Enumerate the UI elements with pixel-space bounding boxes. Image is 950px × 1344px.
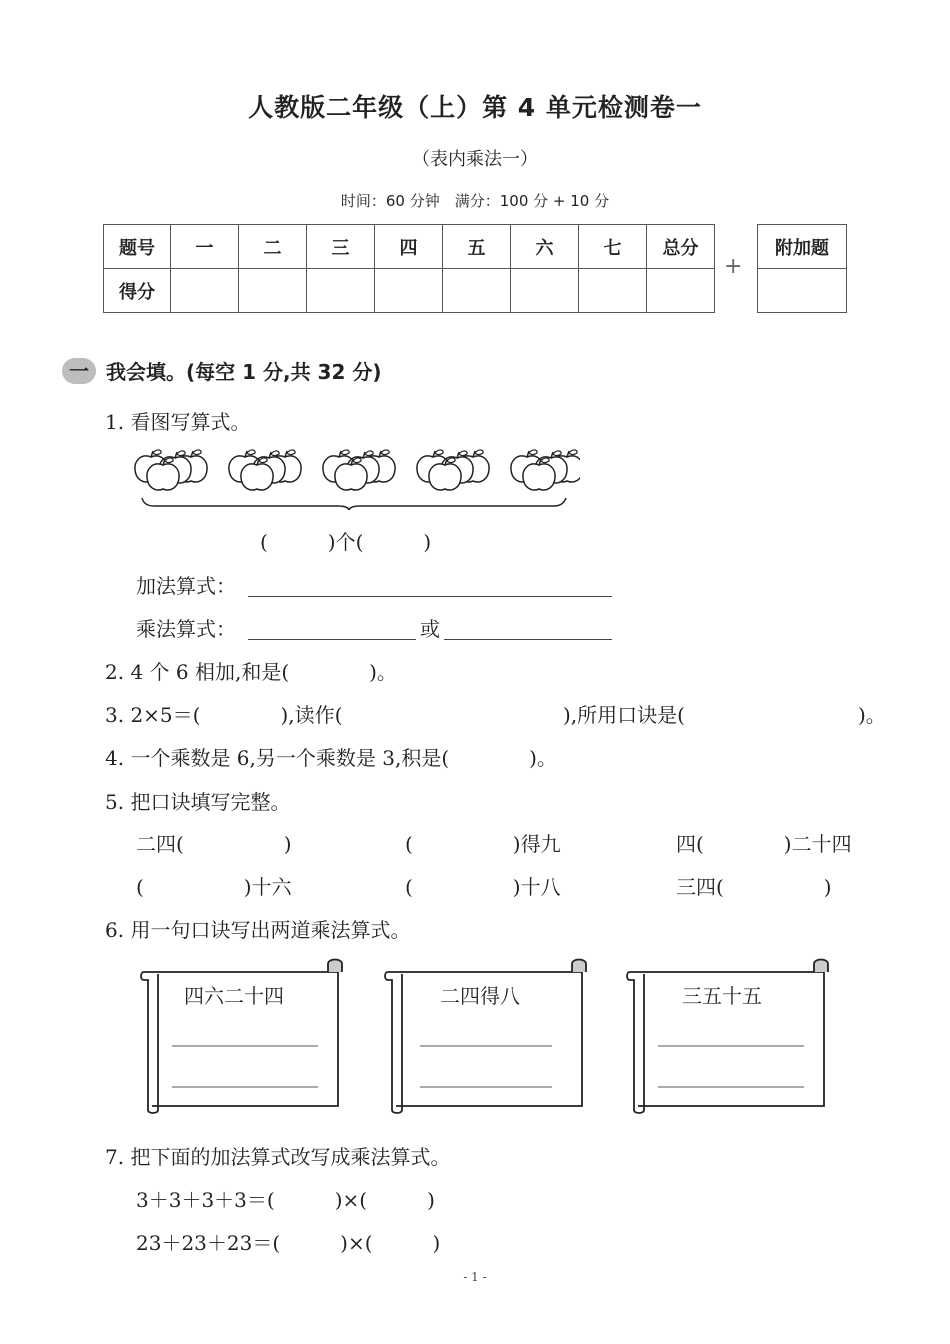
score-input-cell[interactable] — [307, 269, 375, 313]
score-cell: 四 — [375, 225, 443, 269]
score-input-cell[interactable] — [443, 269, 511, 313]
addition-label: 加法算式： — [136, 574, 236, 598]
apple-group — [417, 450, 489, 490]
page-subtitle: （表内乘法一） — [412, 149, 538, 170]
page-number: - 1 - — [463, 1270, 487, 1284]
section-badge: 一 — [62, 358, 96, 384]
addition-answer-line[interactable] — [248, 596, 612, 597]
question-5: 5. 把口诀填写完整。 — [105, 790, 291, 814]
score-cell: 题号 — [104, 225, 171, 269]
score-cell: 三 — [307, 225, 375, 269]
question-3-part3: )。 — [858, 703, 886, 727]
score-table-score-row — [104, 269, 715, 313]
score-table-header-row — [104, 225, 715, 269]
conversion-item[interactable]: 3＋3＋3＋3＝( )×( ) — [136, 1188, 435, 1212]
section-title: 我会填。(每空 1 分,共 32 分) — [106, 360, 382, 384]
rhyme-blank[interactable]: 四( )二十四 — [676, 832, 852, 856]
or-label: 或 — [420, 617, 440, 641]
score-input-cell[interactable] — [239, 269, 307, 313]
rhyme-blank[interactable]: ( )得九 — [405, 832, 561, 856]
apple-group — [511, 450, 580, 490]
score-cell: 总分 — [647, 225, 715, 269]
score-cell: 一 — [171, 225, 239, 269]
bonus-label: 附加题 — [758, 225, 847, 269]
page-title: 人教版二年级（上）第 4 单元检测卷一 — [248, 93, 702, 122]
question-4: 4. 一个乘数是 6,另一个乘数是 3,积是( )。 — [105, 746, 557, 770]
score-input-cell[interactable] — [579, 269, 647, 313]
conversion-item[interactable]: 23＋23＋23＝( )×( ) — [136, 1231, 441, 1255]
score-input-cell[interactable] — [375, 269, 443, 313]
score-input-cell[interactable] — [511, 269, 579, 313]
question-1: 1. 看图写算式。 — [105, 410, 251, 434]
question-2: 2. 4 个 6 相加,和是( )。 — [105, 660, 397, 684]
score-cell: 五 — [443, 225, 511, 269]
score-row-label: 得分 — [104, 269, 171, 313]
multiplication-answer-line-1[interactable] — [248, 639, 416, 640]
apple-groups-illustration — [130, 446, 580, 512]
score-cell: 六 — [511, 225, 579, 269]
question-3-part1: 3. 2×5＝( ),读作( — [105, 703, 343, 727]
question-6: 6. 用一句口诀写出两道乘法算式。 — [105, 918, 411, 942]
time-info: 时间：60 分钟 满分：100 分 + 10 分 — [340, 192, 610, 210]
score-cell: 二 — [239, 225, 307, 269]
multiplication-answer-line-2[interactable] — [444, 639, 612, 640]
groups-caption: ( )个( ) — [260, 530, 432, 554]
apple-group — [135, 450, 207, 490]
score-cell: 七 — [579, 225, 647, 269]
apple-group — [229, 450, 301, 490]
bonus-score-cell[interactable] — [758, 269, 847, 313]
question-7: 7. 把下面的加法算式改写成乘法算式。 — [105, 1145, 451, 1169]
rhyme-blank[interactable]: 三四( ) — [676, 875, 832, 899]
score-table — [103, 224, 715, 313]
rhyme-blank[interactable]: 二四( ) — [136, 832, 292, 856]
scroll-rhyme: 四六二十四 — [184, 984, 284, 1008]
bonus-table — [757, 224, 847, 313]
apple-group — [323, 450, 395, 490]
multiplication-label: 乘法算式： — [136, 617, 236, 641]
question-3-part2: ),所用口诀是( — [563, 703, 685, 727]
plus-sign: + — [724, 254, 743, 279]
scroll-rhyme: 二四得八 — [440, 984, 520, 1008]
score-input-cell[interactable] — [171, 269, 239, 313]
rhyme-blank[interactable]: ( )十八 — [405, 875, 561, 899]
score-input-cell[interactable] — [647, 269, 715, 313]
rhyme-blank[interactable]: ( )十六 — [136, 875, 292, 899]
scroll-rhyme: 三五十五 — [682, 984, 762, 1008]
curly-brace — [142, 498, 566, 510]
